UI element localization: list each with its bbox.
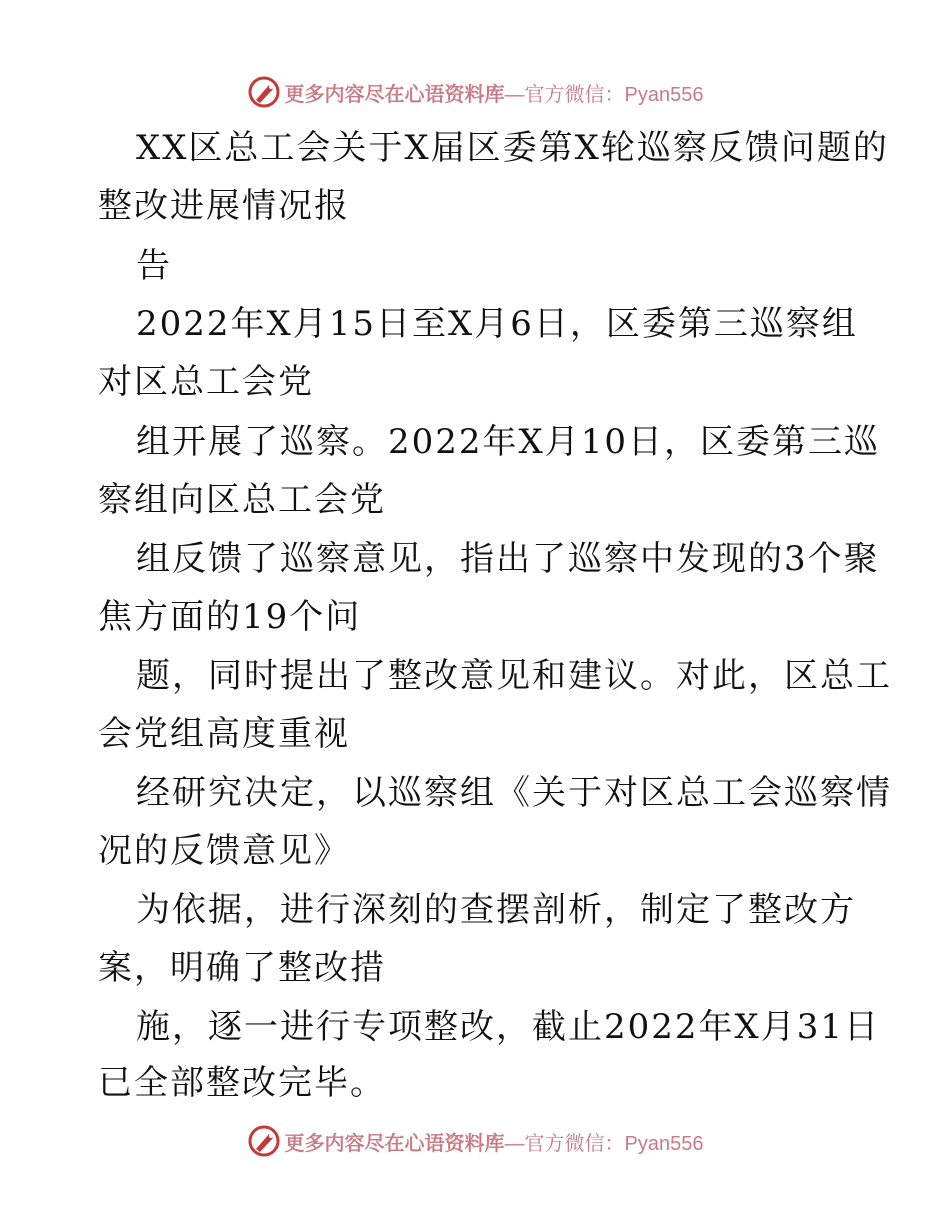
footer-banner xyxy=(0,1121,950,1161)
banner-text: 更多内容尽在心语资料库 xyxy=(284,1130,505,1155)
paragraph-line: 经研究决定，以巡察组《关于对区总工会巡察情 xyxy=(136,773,892,813)
paragraph-line: 施，逐一进行专项整改，截止2022年X月31日 xyxy=(136,1007,880,1047)
paragraph-line: 焦方面的19个问 xyxy=(98,597,362,637)
paragraph-line: 况的反馈意见》 xyxy=(98,831,350,871)
banner-contact: —官方微信：Pyan556 xyxy=(504,1132,704,1155)
title-line-3: 告 xyxy=(136,246,172,286)
paragraph-line: 察组向区总工会党 xyxy=(98,480,386,520)
paragraph-line: 已全部整改完毕。 xyxy=(98,1063,386,1103)
pen-logo-icon xyxy=(247,1124,281,1158)
title-line-2: 整改进展情况报 xyxy=(98,186,350,226)
paragraph-line: 组开展了巡察。2022年X月10日，区委第三巡 xyxy=(136,422,880,462)
paragraph-line: 为依据，进行深刻的查摆剖析，制定了整改方 xyxy=(136,890,856,930)
banner-contact: —官方微信：Pyan556 xyxy=(504,83,704,106)
title-line-1: XX区总工会关于X届区委第X轮巡察反馈问题的 xyxy=(136,128,889,168)
paragraph-line: 会党组高度重视 xyxy=(98,714,350,754)
paragraph-line: 2022年X月15日至X月6日，区委第三巡察组 xyxy=(136,304,858,344)
paragraph-line: 题，同时提出了整改意见和建议。对此，区总工 xyxy=(136,656,892,696)
header-banner xyxy=(0,72,950,112)
paragraph-line: 对区总工会党 xyxy=(98,362,314,402)
pen-logo-icon xyxy=(247,75,281,109)
banner-text: 更多内容尽在心语资料库 xyxy=(284,81,505,106)
paragraph-line: 案，明确了整改措 xyxy=(98,948,386,988)
paragraph-line: 组反馈了巡察意见，指出了巡察中发现的3个聚 xyxy=(136,539,880,579)
